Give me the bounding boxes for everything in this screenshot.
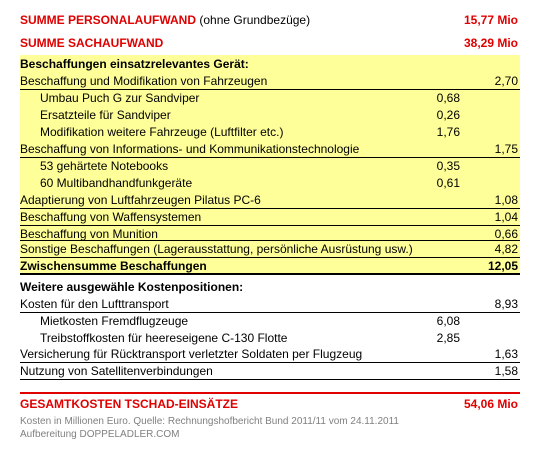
- row-value: 8,93: [494, 297, 518, 311]
- section1-row: [20, 241, 520, 258]
- section2-row: [20, 363, 520, 380]
- summary-sach-row: [20, 35, 520, 52]
- row-divider: [20, 157, 520, 158]
- section1-subrow: [20, 107, 520, 124]
- section1-row: [20, 209, 520, 226]
- subrow-label: Modifikation weitere Fahrzeuge (Luftfilter etc.): [40, 125, 284, 139]
- subrow-label: Umbau Puch G zur Sandviper: [40, 91, 200, 105]
- total-red-line: [20, 392, 520, 394]
- total-row: [20, 396, 520, 413]
- row-divider: [20, 225, 520, 226]
- row-divider: [20, 89, 520, 90]
- subtotal-underline: [20, 273, 520, 275]
- subrow-label: Treibstoffkosten für heereseigene C-130 Flotte: [40, 331, 288, 345]
- section2-subrow: [20, 313, 520, 330]
- row-label: Kosten für den Lufttransport: [20, 297, 169, 311]
- section2-row: [20, 296, 520, 313]
- summary-personal-row: [20, 12, 520, 29]
- source-footnote: Kosten in Millionen Euro. Quelle: Rechnungshofbericht Bund 2011/11 vom 24.11.2011: [20, 416, 399, 427]
- section2-header: [20, 279, 520, 296]
- row-value: 1,75: [494, 142, 518, 156]
- summary-personal-label: SUMME PERSONALAUFWAND (ohne Grundbezüge): [20, 13, 311, 27]
- section2-row: [20, 346, 520, 363]
- subrow-value: 0,26: [436, 108, 460, 122]
- total-value: 54,06 Mio: [463, 397, 518, 411]
- section1-subrow: [20, 124, 520, 141]
- row-value: 1,04: [494, 210, 518, 224]
- summary-sach-label: SUMME SACHAUFWAND: [20, 36, 164, 50]
- section1-header-label: Beschaffungen einsatzrelevantes Gerät:: [20, 57, 249, 71]
- section1-row: [20, 141, 520, 158]
- summary-sach-value: 38,29 Mio: [463, 36, 518, 50]
- subrow-value: 0,61: [436, 176, 460, 190]
- subrow-value: 1,76: [436, 125, 460, 139]
- row-value: 1,63: [494, 347, 518, 361]
- section1-subrow: [20, 175, 520, 192]
- section1-row: [20, 73, 520, 90]
- row-divider: [20, 257, 520, 258]
- subtotal-value: 12,05: [487, 259, 518, 273]
- subrow-value: 0,68: [436, 91, 460, 105]
- subrow-label: 60 Multibandhandfunkgeräte: [40, 176, 193, 190]
- subrow-value: 0,35: [436, 159, 460, 173]
- total-label: GESAMTKOSTEN TSCHAD-EINSÄTZE: [20, 397, 239, 411]
- credit-footnote: Aufbereitung DOPPELADLER.COM: [20, 429, 180, 440]
- subrow-label: 53 gehärtete Notebooks: [40, 159, 169, 173]
- summary-personal-note: (ohne Grundbezüge): [199, 13, 311, 27]
- row-label: Nutzung von Satellitenverbindungen: [20, 364, 213, 378]
- row-label: Versicherung für Rücktransport verletzter Soldaten per Flugzeug: [20, 347, 363, 361]
- row-value: 1,08: [494, 193, 518, 207]
- row-divider: [20, 362, 520, 363]
- row-label: Adaptierung von Luftfahrzeugen Pilatus PC-6: [20, 193, 261, 207]
- section2-subrow: [20, 330, 520, 347]
- subrow-label: Ersatzteile für Sandviper: [40, 108, 171, 122]
- row-label: Sonstige Beschaffungen (Lagerausstattung, persönliche Ausrüstung usw.): [20, 242, 413, 256]
- row-value: 2,70: [494, 74, 518, 88]
- row-label: Beschaffung von Waffensystemen: [20, 210, 202, 224]
- row-divider: [20, 379, 520, 380]
- section1-header: [20, 56, 520, 73]
- subrow-label: Mietkosten Fremdflugzeuge: [40, 314, 189, 328]
- row-divider: [20, 312, 520, 313]
- section1-subrow: [20, 90, 520, 107]
- row-divider: [20, 208, 520, 209]
- section2-header-label: Weitere ausgewähle Kostenpositionen:: [20, 280, 244, 294]
- subtotal-label: Zwischensumme Beschaffungen: [20, 259, 207, 273]
- row-value: 1,58: [494, 364, 518, 378]
- subrow-value: 6,08: [436, 314, 460, 328]
- row-value: 0,66: [494, 227, 518, 241]
- row-label: Beschaffung von Informations- und Kommunikationstechnologie: [20, 142, 360, 156]
- row-label: Beschaffung von Munition: [20, 227, 158, 241]
- subrow-value: 2,85: [436, 331, 460, 345]
- row-value: 4,82: [494, 242, 518, 256]
- summary-personal-value: 15,77 Mio: [463, 13, 518, 27]
- row-divider: [20, 240, 520, 241]
- section1-row: [20, 192, 520, 209]
- row-label: Beschaffung und Modifikation von Fahrzeugen: [20, 74, 268, 88]
- section1-subrow: [20, 158, 520, 175]
